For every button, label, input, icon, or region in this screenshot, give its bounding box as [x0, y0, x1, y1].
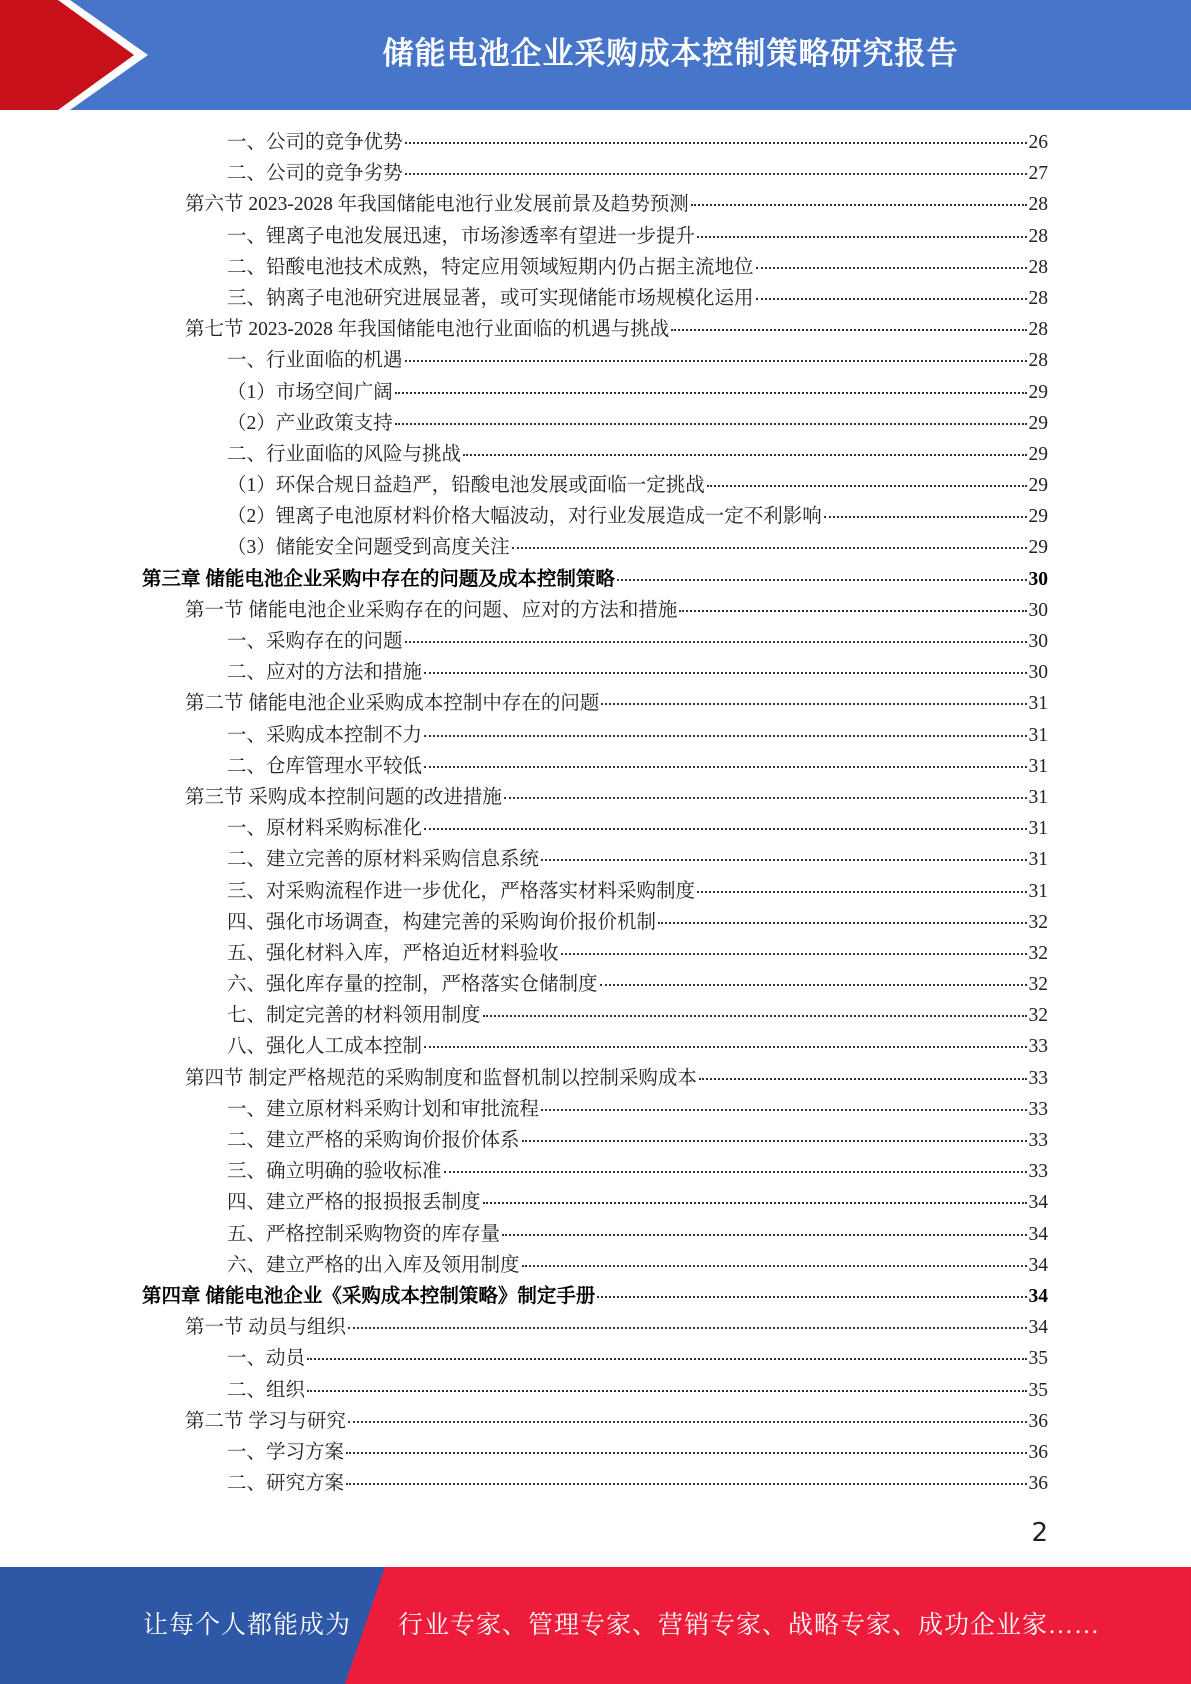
toc-entry-label: 二、行业面临的风险与挑战 [227, 443, 462, 465]
toc-entry[interactable] [0, 1063, 1191, 1094]
toc-entry-page: 36 [1028, 1473, 1048, 1495]
toc-entry[interactable] [0, 844, 1191, 875]
toc-entry-page: 28 [1028, 319, 1048, 341]
toc-entry-page: 28 [1028, 256, 1048, 278]
toc-entry-label: 二、应对的方法和措施 [227, 662, 423, 684]
toc-entry[interactable] [0, 907, 1191, 938]
toc-entry-label: 三、对采购流程作进一步优化，严格落实材料采购制度 [227, 880, 696, 902]
toc-dot-leader [600, 982, 1027, 986]
toc-entry-label: 一、行业面临的机遇 [227, 350, 403, 372]
toc-entry-label: 二、研究方案 [227, 1473, 345, 1495]
toc-entry[interactable] [0, 127, 1191, 158]
toc-entry[interactable] [0, 1343, 1191, 1374]
toc-dot-leader [658, 920, 1026, 924]
toc-entry-label: 第四章 储能电池企业《采购成本控制策略》制定手册 [142, 1285, 596, 1307]
toc-entry-label: 三、钠离子电池研究进展显著，或可实现储能市场规模化运用 [227, 287, 754, 309]
toc-dot-leader [756, 296, 1027, 300]
toc-entry-label: 五、强化材料入库，严格迫近材料验收 [227, 942, 559, 964]
toc-entry[interactable] [0, 408, 1191, 439]
toc-entry-label: 二、建立严格的采购询价报价体系 [227, 1130, 520, 1151]
toc-entry[interactable] [0, 501, 1191, 532]
toc-entry-label: 一、采购成本控制不力 [227, 724, 423, 746]
toc-entry-page: 36 [1028, 1410, 1048, 1432]
toc-entry-page: 32 [1028, 942, 1048, 964]
table-of-contents [0, 127, 1191, 1499]
toc-entry-page: 33 [1028, 1067, 1048, 1089]
page-number: 2 [1031, 1518, 1048, 1548]
toc-entry-label: 第三节 采购成本控制问题的改进措施 [185, 786, 502, 808]
toc-dot-leader [395, 390, 1027, 394]
toc-entry[interactable] [0, 938, 1191, 969]
toc-entry-label: （2）产业政策支持 [227, 412, 393, 434]
toc-entry[interactable] [0, 813, 1191, 844]
toc-dot-leader [346, 1481, 1026, 1485]
toc-entry-page: 29 [1028, 475, 1048, 497]
toc-dot-leader [522, 1263, 1027, 1267]
toc-entry-label: 六、强化库存量的控制，严格落实仓储制度 [227, 974, 598, 996]
toc-entry[interactable] [0, 221, 1191, 252]
toc-dot-leader [424, 733, 1026, 737]
toc-dot-leader [561, 951, 1027, 955]
toc-dot-leader [348, 1419, 1027, 1423]
toc-entry-label: 一、建立原材料采购计划和审批流程 [227, 1098, 540, 1120]
toc-entry-page: 32 [1028, 1005, 1048, 1027]
toc-entry[interactable] [0, 626, 1191, 657]
toc-dot-leader [502, 1232, 1026, 1236]
toc-entry-page: 27 [1028, 163, 1048, 185]
toc-entry-label: 一、学习方案 [227, 1441, 345, 1463]
toc-entry[interactable] [0, 439, 1191, 470]
toc-entry-label: 四、强化市场调查，构建完善的采购询价报价机制 [227, 911, 657, 933]
toc-entry-label: 四、建立严格的报损报丢制度 [227, 1192, 481, 1214]
toc-entry[interactable] [0, 345, 1191, 376]
toc-dot-leader [348, 1325, 1027, 1329]
toc-entry-label: 一、公司的竞争优势 [227, 132, 403, 153]
toc-entry-label: 第七节 2023-2028 年我国储能电池行业面临的机遇与挑战 [185, 319, 670, 341]
toc-dot-leader [395, 421, 1027, 425]
toc-dot-leader [522, 1138, 1027, 1142]
toc-entry-label: 二、铅酸电池技术成熟，特定应用领域短期内仍占据主流地位 [227, 256, 754, 278]
toc-dot-leader [405, 639, 1027, 643]
toc-entry-page: 31 [1028, 786, 1048, 808]
toc-dot-leader [483, 1200, 1027, 1204]
toc-entry-page: 31 [1028, 724, 1048, 746]
toc-dot-leader [424, 764, 1026, 768]
toc-entry[interactable] [0, 252, 1191, 283]
toc-entry[interactable] [0, 1375, 1191, 1406]
toc-entry-page: 32 [1028, 974, 1048, 996]
toc-dot-leader [424, 1044, 1026, 1048]
toc-dot-leader [707, 483, 1027, 487]
toc-dot-leader [483, 1013, 1027, 1017]
toc-entry-page: 29 [1028, 381, 1048, 403]
toc-dot-leader [756, 265, 1027, 269]
toc-entry-label: 一、动员 [227, 1348, 306, 1370]
toc-entry-label: 第一节 动员与组织 [185, 1317, 346, 1339]
footer-slogan-right: 行业专家、管理专家、营销专家、战略专家、成功企业家…… [398, 1612, 1101, 1639]
toc-dot-leader [697, 234, 1026, 238]
footer-slogan-left: 让每个人都能成为 [143, 1612, 352, 1639]
toc-entry-label: 第四节 制定严格规范的采购制度和监督机制以控制采购成本 [185, 1067, 697, 1089]
toc-dot-leader [512, 545, 1027, 549]
toc-entry[interactable] [0, 1437, 1191, 1468]
toc-dot-leader [541, 857, 1026, 861]
toc-dot-leader [617, 577, 1027, 581]
toc-entry-page: 30 [1028, 568, 1048, 590]
toc-entry-label: 八、强化人工成本控制 [227, 1036, 423, 1058]
toc-entry[interactable] [0, 314, 1191, 345]
toc-dot-leader [346, 1450, 1026, 1454]
toc-dot-leader [504, 795, 1027, 799]
toc-entry[interactable] [0, 969, 1191, 1000]
toc-dot-leader [307, 1356, 1026, 1360]
toc-entry-page: 30 [1028, 631, 1048, 652]
toc-entry[interactable] [0, 1219, 1191, 1250]
toc-entry-page: 35 [1028, 1348, 1048, 1370]
toc-entry[interactable] [0, 283, 1191, 314]
toc-entry-page: 29 [1028, 506, 1048, 528]
toc-entry[interactable] [0, 595, 1191, 626]
toc-dot-leader [699, 1076, 1027, 1080]
toc-entry-page: 33 [1028, 1098, 1048, 1120]
toc-entry-page: 35 [1028, 1379, 1048, 1401]
toc-entry[interactable] [0, 1406, 1191, 1437]
toc-entry-page: 32 [1028, 911, 1048, 933]
toc-entry-label: 一、原材料采购标准化 [227, 818, 423, 840]
toc-entry-page: 31 [1028, 849, 1048, 871]
toc-dot-leader [405, 171, 1027, 175]
toc-dot-leader [424, 826, 1026, 830]
toc-dot-leader [597, 1294, 1026, 1298]
toc-entry[interactable] [0, 876, 1191, 907]
toc-dot-leader [679, 608, 1026, 612]
toc-entry[interactable] [0, 532, 1191, 563]
toc-entry-page: 36 [1028, 1441, 1048, 1463]
toc-entry-page: 28 [1028, 287, 1048, 309]
toc-entry[interactable] [0, 158, 1191, 189]
toc-entry-page: 29 [1028, 443, 1048, 465]
report-title: 储能电池企业采购成本控制策略研究报告 [382, 35, 959, 72]
toc-entry-page: 34 [1028, 1285, 1048, 1307]
toc-entry-page: 30 [1028, 662, 1048, 684]
toc-entry-label: 二、组织 [227, 1379, 306, 1401]
toc-entry-page: 31 [1028, 880, 1048, 902]
toc-entry[interactable] [0, 688, 1191, 719]
toc-entry-page: 34 [1028, 1317, 1048, 1339]
toc-entry[interactable] [0, 1187, 1191, 1218]
chevron-arrow-icon [0, 0, 160, 110]
toc-entry[interactable] [0, 657, 1191, 688]
toc-dot-leader [601, 701, 1026, 705]
toc-dot-leader [824, 514, 1027, 518]
toc-entry-label: （2）锂离子电池原材料价格大幅波动，对行业发展造成一定不利影响 [227, 506, 822, 528]
toc-entry[interactable] [0, 470, 1191, 501]
toc-entry-page: 31 [1028, 693, 1048, 715]
toc-entry[interactable] [0, 1125, 1191, 1156]
toc-entry-label: 一、锂离子电池发展迅速，市场渗透率有望进一步提升 [227, 225, 696, 247]
toc-entry-page: 33 [1028, 1130, 1048, 1151]
toc-entry[interactable] [0, 720, 1191, 751]
toc-entry[interactable] [0, 1031, 1191, 1062]
toc-entry-label: 五、严格控制采购物资的库存量 [227, 1223, 501, 1245]
toc-entry-page: 34 [1028, 1192, 1048, 1214]
toc-dot-leader [541, 1107, 1026, 1111]
toc-entry[interactable] [0, 751, 1191, 782]
toc-entry-label: 二、公司的竞争劣势 [227, 163, 403, 185]
toc-entry-page: 34 [1028, 1254, 1048, 1276]
toc-entry-label: 二、建立完善的原材料采购信息系统 [227, 849, 540, 871]
toc-entry-page: 31 [1028, 755, 1048, 777]
toc-entry-label: 一、采购存在的问题 [227, 631, 403, 652]
toc-entry-label: 第二节 储能电池企业采购成本控制中存在的问题 [185, 693, 600, 715]
toc-dot-leader [307, 1388, 1026, 1392]
toc-entry[interactable] [0, 1312, 1191, 1343]
toc-entry[interactable] [0, 564, 1191, 595]
toc-dot-leader [424, 670, 1026, 674]
toc-entry-label: 第二节 学习与研究 [185, 1410, 346, 1432]
toc-entry-label: 六、建立严格的出入库及领用制度 [227, 1254, 520, 1276]
toc-entry-page: 26 [1028, 132, 1048, 153]
toc-dot-leader [691, 202, 1027, 206]
toc-entry-label: 第六节 2023-2028 年我国储能电池行业发展前景及趋势预测 [185, 194, 689, 216]
toc-entry-label: （1）市场空间广阔 [227, 381, 393, 403]
toc-entry-label: 三、确立明确的验收标准 [227, 1161, 442, 1183]
toc-entry[interactable] [0, 377, 1191, 408]
toc-entry[interactable] [0, 1000, 1191, 1031]
page-header [0, 0, 1191, 110]
toc-entry-label: 七、制定完善的材料领用制度 [227, 1005, 481, 1027]
toc-entry[interactable] [0, 782, 1191, 813]
toc-entry-page: 29 [1028, 412, 1048, 434]
toc-entry[interactable] [0, 1156, 1191, 1187]
toc-entry-label: 第三章 储能电池企业采购中存在的问题及成本控制策略 [142, 568, 615, 590]
toc-entry-page: 29 [1028, 537, 1048, 559]
toc-entry[interactable] [0, 1468, 1191, 1499]
toc-entry-page: 31 [1028, 818, 1048, 840]
toc-dot-leader [444, 1169, 1027, 1173]
toc-entry[interactable] [0, 1250, 1191, 1281]
toc-dot-leader [405, 358, 1027, 362]
page-footer [0, 1567, 1191, 1684]
toc-entry-label: （1）环保合规日益趋严，铅酸电池发展或面临一定挑战 [227, 475, 705, 497]
toc-dot-leader [463, 452, 1026, 456]
toc-dot-leader [697, 889, 1026, 893]
toc-dot-leader [405, 140, 1027, 144]
toc-entry-page: 33 [1028, 1036, 1048, 1058]
toc-entry-page: 28 [1028, 350, 1048, 372]
toc-entry-page: 28 [1028, 194, 1048, 216]
toc-entry-page: 30 [1028, 599, 1048, 621]
toc-entry[interactable] [0, 1281, 1191, 1312]
toc-entry-page: 28 [1028, 225, 1048, 247]
toc-entry-label: 第一节 储能电池企业采购存在的问题、应对的方法和措施 [185, 599, 678, 621]
toc-entry-page: 34 [1028, 1223, 1048, 1245]
toc-dot-leader [671, 327, 1026, 331]
toc-entry-label: （3）储能安全问题受到高度关注 [227, 537, 510, 559]
toc-entry[interactable] [0, 1094, 1191, 1125]
toc-entry-page: 33 [1028, 1161, 1048, 1183]
toc-entry[interactable] [0, 189, 1191, 220]
toc-entry-label: 二、仓库管理水平较低 [227, 755, 423, 777]
